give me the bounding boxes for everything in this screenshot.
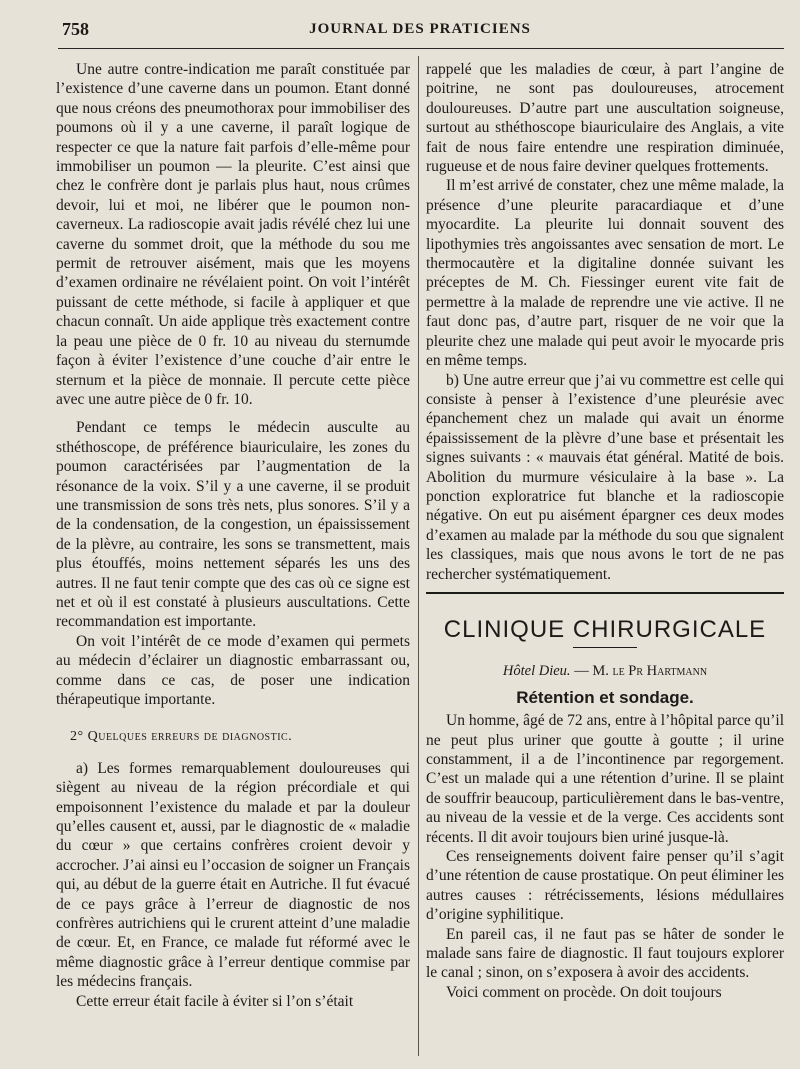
paragraph: Un homme, âgé de 72 ans, entre à l’hôpital parce qu’il ne peut plus uriner que goutte à goutte ; il urine constamment, il a de l’incontinence par regorgement. C’est un malade qui a une rétention d’urine. Il se plaint de souffrir beaucoup, particulièrement dans le bas-ventre, au niveau de la vessie et de la verge. Ces accidents sont récents. Il dit avoir toujours bien uriné jusque-là. [426,712,784,846]
header-rule [58,48,784,49]
right-column [426,60,784,1002]
byline-place: Hôtel Dieu. [502,663,571,680]
left-column [56,60,410,1011]
paragraph: Ces renseignements doivent faire penser qu’il s’agit d’une rétention de cause prostatique. On peut éliminer les autres causes : rétrécissements, lésions médullaires d’origine syphilitique. [426,848,784,924]
page-number: 758 [62,19,89,39]
paragraph: On voit l’intérêt de ce mode d’examen qui permets au médecin d’éclairer un diagnostic embarrassant ou, comme dans ce cas, de poser une indication thérapeutique importante. [56,632,410,708]
column-divider [418,56,419,1056]
section-number: 2° [70,729,84,745]
paragraph: Il m’est arrivé de constater, chez une même malade, la présence d’une pleurite paracardiaque et d’une myocardite. La pleurite lui donnait souvent des lipothymies très angoissantes avec sensation de mort. Le thermocautère et la digitaline donnée suivant les préceptes de M. Ch. Fiessinger eurent vite fait de permettre à la malade de reprendre une vie active. Il ne faut donc pas, d’autre part, risquer de ne voir que la pleurite chez une malade qui peut avoir le myocarde pris en même temps. [426,177,784,370]
page-header [58,16,782,42]
byline [426,662,784,681]
paragraph: Cette erreur était facile à éviter si l’on s’était [76,992,354,1010]
byline-author: M. le Pr Hartmann [592,663,708,680]
paragraph: Voici comment on procède. On doit toujours [446,983,722,1001]
section-heading-text: Quelques erreurs de diagnostic. [87,729,293,745]
journal-title: JOURNAL DES PRATICIENS [309,21,531,37]
paragraph: Pendant ce temps le médecin ausculte au sthéthoscope, de préférence biauriculaire, les zones du poumon caractérisées par l’augmentation de la résonance de la voix. S’il y a une caverne, il se produit une transmission de sons très nets, plus sonores. S’il y a de la condensation, de la congestion, un épaississement de la plèvre, au contraire, les sons se transmettent, mais plus étouffés, moins nettement séparés les uns des autres. Il ne faut tenir compte que des cas où ce signe est net et où il est constaté à plusieurs auscultations. Cette recommandation est importante. [56,419,410,631]
paragraph-continuation: rappelé que les maladies de cœur, à part l’angine de poitrine, ne sont pas douloureuses, atrocement douloureuses. D’autre part une auscultation soigneuse, surtout au sthéthoscope biauriculaire des Anglais, a vite fait de nous faire entendre une respiration diminuée, rugueuse et de nous faire deviner quelques frottements. [426,61,784,176]
paragraph: a) Les formes remarquablement douloureuses qui siègent au niveau de la région précordiale et qui empoisonnent l’existence du malade et par la douleur qu’elles causent et, aussi, par le diagnostic de « maladie du cœur » que certains confrères croient devoir y accrocher. J’ai ainsi eu l’occasion de soigner un Français qui, au début de la guerre était en Autriche. Il fut évacué de ce pays grâce à l’erreur de diagnostic de nos confrères autrichiens qui le crurent atteint d’une maladie de cœur. Et, en France, ce malade fut réformé avec le même diagnostic grâce à l’erreur dentique commise par les médecins français. [56,759,410,991]
section-title: CLINIQUE CHIRURGICALE [443,615,767,643]
byline-separator: — [574,663,589,680]
paragraph: Une autre contre-indication me paraît constituée par l’existence d’une caverne dans un poumon. Etant donné que nous créons des pneumothorax pour immobiliser des poumons où il y a une caverne, il paraît logique de respecter ce que la nature fait parfois d’elle-même pour immobiliser un poumon — la pleurite. C’est ainsi que chez le confrère dont je parlais plus haut, nous crûmes devoir, lui et moi, ne libérer que le poumon non-caverneux. La radioscopie avait jadis révélé chez lui une caverne du sommet droit, que la méthode du sou me permit de retrouver aisément, mais que les moyens d’examen ordinaire ne révélaient point. On voit l’intérêt puissant de cette méthode, si facile à appliquer et que chacun connaît. Un aide applique très exactement contre la peau une pièce de 0 fr. 10 au niveau du sternumde façon à éviter l’existence d’une couche d’air entre le sternum et la pièce de monnaie. Il percute cette pièce avec une autre pièce de 0 fr. 10. [56,61,410,408]
article-title: Rétention et sondage. [516,687,694,707]
paragraph: En pareil cas, il ne faut pas se hâter de sonder le malade sans faire de diagnostic. Il faut toujours explorer le canal ; sinon, on s’exposera à avoir des accidents. [426,925,784,982]
paragraph: b) Une autre erreur que j’ai vu commettre est celle qui consiste à penser à l’existence d’une pleurésie avec épanchement chez un malade qui avait un énorme épaississement de la plèvre d’une base et présentait les signes suivants : « mauvais état général. Matité de bois. Abolition du murmure vésiculaire à la base ». La ponction exploratrice fut blanche et la radioscopie négative. On eut pu aisément épargner ces deux modes d’examen au malade par la méthode du sou que signalent les classiques, mais que nous avons le tort de ne pas rechercher systématiquement. [426,371,784,583]
title-underline [573,647,637,648]
section-heading [70,727,410,746]
article-end-rule [426,592,784,594]
